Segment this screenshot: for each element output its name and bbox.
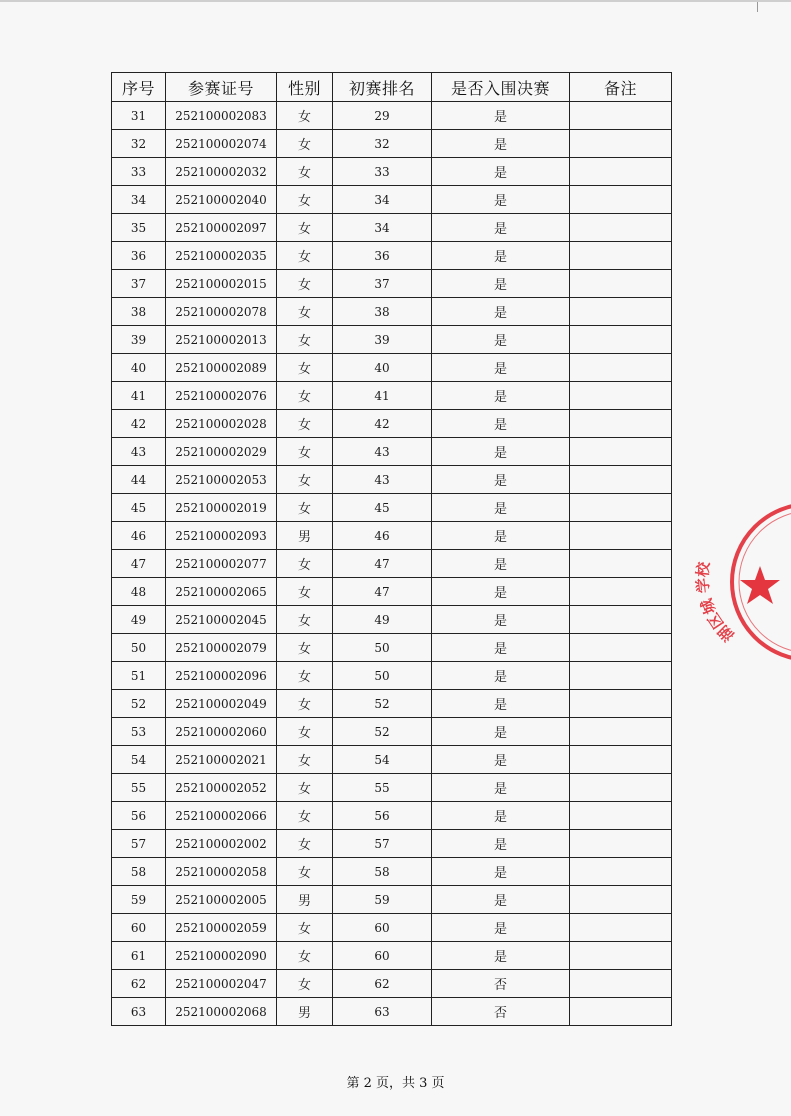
cell-remark	[570, 354, 672, 382]
table-row	[112, 578, 672, 606]
cell-gender: 女	[277, 942, 333, 970]
cell-seq: 49	[112, 606, 166, 634]
table-row	[112, 186, 672, 214]
cell-entry-id: 252100002045	[166, 606, 277, 634]
cell-prelim-rank: 41	[333, 382, 432, 410]
cell-prelim-rank: 50	[333, 634, 432, 662]
cell-gender: 女	[277, 662, 333, 690]
header-prelim-rank: 初赛排名	[333, 73, 432, 102]
cell-seq: 36	[112, 242, 166, 270]
cell-entry-id: 252100002058	[166, 858, 277, 886]
cell-seq: 47	[112, 550, 166, 578]
cell-remark	[570, 690, 672, 718]
cell-remark	[570, 186, 672, 214]
cell-gender: 女	[277, 130, 333, 158]
cell-finalist: 是	[432, 522, 570, 550]
cell-prelim-rank: 50	[333, 662, 432, 690]
cell-seq: 57	[112, 830, 166, 858]
cell-remark	[570, 970, 672, 998]
cell-prelim-rank: 47	[333, 578, 432, 606]
cell-remark	[570, 326, 672, 354]
cell-remark	[570, 942, 672, 970]
cell-prelim-rank: 52	[333, 718, 432, 746]
cell-seq: 61	[112, 942, 166, 970]
table-row	[112, 690, 672, 718]
cell-remark	[570, 578, 672, 606]
cell-gender: 女	[277, 550, 333, 578]
table-row	[112, 298, 672, 326]
cell-prelim-rank: 45	[333, 494, 432, 522]
cell-prelim-rank: 60	[333, 942, 432, 970]
cell-gender: 女	[277, 298, 333, 326]
cell-seq: 59	[112, 886, 166, 914]
table-row	[112, 382, 672, 410]
scan-top-edge	[0, 0, 791, 2]
cell-finalist: 是	[432, 858, 570, 886]
cell-finalist: 是	[432, 130, 570, 158]
cell-finalist: 是	[432, 746, 570, 774]
seal-star-icon	[740, 566, 780, 604]
cell-remark	[570, 914, 672, 942]
cell-entry-id: 252100002013	[166, 326, 277, 354]
cell-prelim-rank: 47	[333, 550, 432, 578]
seal-text: 湖区城 学校	[693, 561, 738, 645]
cell-finalist: 是	[432, 886, 570, 914]
cell-remark	[570, 634, 672, 662]
cell-prelim-rank: 32	[333, 130, 432, 158]
cell-entry-id: 252100002049	[166, 690, 277, 718]
cell-remark	[570, 298, 672, 326]
table-row	[112, 550, 672, 578]
cell-entry-id: 252100002076	[166, 382, 277, 410]
table-row	[112, 102, 672, 130]
cell-prelim-rank: 58	[333, 858, 432, 886]
cell-finalist: 否	[432, 998, 570, 1026]
cell-remark	[570, 774, 672, 802]
cell-seq: 52	[112, 690, 166, 718]
cell-entry-id: 252100002032	[166, 158, 277, 186]
cell-entry-id: 252100002066	[166, 802, 277, 830]
table-header-row	[112, 73, 672, 102]
cell-entry-id: 252100002015	[166, 270, 277, 298]
cell-finalist: 是	[432, 578, 570, 606]
table-row	[112, 606, 672, 634]
cell-entry-id: 252100002077	[166, 550, 277, 578]
cell-entry-id: 252100002059	[166, 914, 277, 942]
cell-gender: 女	[277, 774, 333, 802]
cell-finalist: 是	[432, 550, 570, 578]
cell-entry-id: 252100002035	[166, 242, 277, 270]
cell-entry-id: 252100002060	[166, 718, 277, 746]
cell-entry-id: 252100002040	[166, 186, 277, 214]
cell-gender: 女	[277, 494, 333, 522]
cell-remark	[570, 802, 672, 830]
cell-entry-id: 252100002068	[166, 998, 277, 1026]
table-row	[112, 410, 672, 438]
cell-remark	[570, 130, 672, 158]
cell-prelim-rank: 40	[333, 354, 432, 382]
cell-seq: 42	[112, 410, 166, 438]
cell-finalist: 是	[432, 802, 570, 830]
cell-seq: 39	[112, 326, 166, 354]
cell-entry-id: 252100002053	[166, 466, 277, 494]
cell-remark	[570, 606, 672, 634]
cell-gender: 女	[277, 270, 333, 298]
cell-seq: 32	[112, 130, 166, 158]
cell-remark	[570, 214, 672, 242]
table-row	[112, 830, 672, 858]
cell-finalist: 是	[432, 382, 570, 410]
cell-seq: 41	[112, 382, 166, 410]
table-row	[112, 718, 672, 746]
cell-entry-id: 252100002019	[166, 494, 277, 522]
table-row	[112, 438, 672, 466]
cell-entry-id: 252100002090	[166, 942, 277, 970]
cell-gender: 女	[277, 438, 333, 466]
cell-seq: 34	[112, 186, 166, 214]
table-row	[112, 354, 672, 382]
cell-finalist: 是	[432, 662, 570, 690]
cell-remark	[570, 858, 672, 886]
header-gender: 性别	[277, 73, 333, 102]
cell-prelim-rank: 62	[333, 970, 432, 998]
table-body	[112, 102, 672, 1026]
cell-seq: 54	[112, 746, 166, 774]
cell-gender: 女	[277, 970, 333, 998]
cell-remark	[570, 158, 672, 186]
cell-prelim-rank: 43	[333, 466, 432, 494]
cell-finalist: 是	[432, 326, 570, 354]
cell-entry-id: 252100002079	[166, 634, 277, 662]
cell-gender: 女	[277, 746, 333, 774]
cell-finalist: 是	[432, 774, 570, 802]
cell-seq: 62	[112, 970, 166, 998]
cell-entry-id: 252100002047	[166, 970, 277, 998]
cell-seq: 33	[112, 158, 166, 186]
table-row	[112, 774, 672, 802]
cell-finalist: 是	[432, 270, 570, 298]
scan-edge-mark	[757, 2, 758, 12]
cell-seq: 53	[112, 718, 166, 746]
cell-finalist: 是	[432, 186, 570, 214]
cell-entry-id: 252100002028	[166, 410, 277, 438]
table-row	[112, 326, 672, 354]
cell-gender: 女	[277, 466, 333, 494]
cell-gender: 女	[277, 410, 333, 438]
official-seal	[693, 498, 791, 668]
cell-finalist: 是	[432, 494, 570, 522]
cell-gender: 女	[277, 578, 333, 606]
cell-finalist: 是	[432, 354, 570, 382]
cell-finalist: 是	[432, 914, 570, 942]
table-row	[112, 158, 672, 186]
cell-seq: 35	[112, 214, 166, 242]
cell-finalist: 是	[432, 214, 570, 242]
header-remark: 备注	[570, 73, 672, 102]
cell-seq: 46	[112, 522, 166, 550]
header-id: 参赛证号	[166, 73, 277, 102]
cell-prelim-rank: 42	[333, 410, 432, 438]
table-row	[112, 634, 672, 662]
cell-gender: 女	[277, 382, 333, 410]
cell-finalist: 是	[432, 438, 570, 466]
table-row	[112, 522, 672, 550]
cell-remark	[570, 438, 672, 466]
cell-remark	[570, 662, 672, 690]
cell-gender: 女	[277, 634, 333, 662]
cell-finalist: 是	[432, 606, 570, 634]
cell-seq: 38	[112, 298, 166, 326]
cell-entry-id: 252100002089	[166, 354, 277, 382]
cell-prelim-rank: 60	[333, 914, 432, 942]
table-row	[112, 858, 672, 886]
cell-seq: 55	[112, 774, 166, 802]
cell-gender: 女	[277, 214, 333, 242]
cell-prelim-rank: 59	[333, 886, 432, 914]
cell-prelim-rank: 49	[333, 606, 432, 634]
table-row	[112, 242, 672, 270]
cell-gender: 女	[277, 606, 333, 634]
cell-prelim-rank: 38	[333, 298, 432, 326]
cell-seq: 43	[112, 438, 166, 466]
cell-entry-id: 252100002029	[166, 438, 277, 466]
cell-seq: 48	[112, 578, 166, 606]
table-row	[112, 998, 672, 1026]
table-row	[112, 886, 672, 914]
cell-prelim-rank: 36	[333, 242, 432, 270]
cell-seq: 58	[112, 858, 166, 886]
cell-remark	[570, 886, 672, 914]
cell-seq: 37	[112, 270, 166, 298]
cell-gender: 女	[277, 326, 333, 354]
header-finalist: 是否入围决赛	[432, 73, 570, 102]
table-row	[112, 130, 672, 158]
cell-seq: 44	[112, 466, 166, 494]
table-row	[112, 942, 672, 970]
cell-prelim-rank: 34	[333, 214, 432, 242]
cell-finalist: 是	[432, 410, 570, 438]
cell-finalist: 是	[432, 942, 570, 970]
cell-gender: 女	[277, 690, 333, 718]
cell-entry-id: 252100002074	[166, 130, 277, 158]
cell-prelim-rank: 55	[333, 774, 432, 802]
cell-gender: 女	[277, 914, 333, 942]
finalist-table	[111, 72, 672, 1026]
cell-gender: 女	[277, 158, 333, 186]
cell-seq: 63	[112, 998, 166, 1026]
cell-remark	[570, 242, 672, 270]
cell-remark	[570, 718, 672, 746]
cell-remark	[570, 494, 672, 522]
cell-remark	[570, 410, 672, 438]
cell-finalist: 是	[432, 466, 570, 494]
cell-gender: 女	[277, 718, 333, 746]
cell-finalist: 是	[432, 298, 570, 326]
cell-entry-id: 252100002083	[166, 102, 277, 130]
cell-entry-id: 252100002093	[166, 522, 277, 550]
cell-prelim-rank: 52	[333, 690, 432, 718]
cell-remark	[570, 550, 672, 578]
cell-gender: 男	[277, 998, 333, 1026]
cell-prelim-rank: 29	[333, 102, 432, 130]
table-row	[112, 970, 672, 998]
cell-gender: 男	[277, 886, 333, 914]
cell-prelim-rank: 56	[333, 802, 432, 830]
cell-finalist: 是	[432, 634, 570, 662]
cell-seq: 45	[112, 494, 166, 522]
cell-gender: 女	[277, 102, 333, 130]
cell-prelim-rank: 63	[333, 998, 432, 1026]
cell-gender: 女	[277, 830, 333, 858]
cell-finalist: 是	[432, 718, 570, 746]
cell-gender: 男	[277, 522, 333, 550]
cell-prelim-rank: 34	[333, 186, 432, 214]
cell-entry-id: 252100002005	[166, 886, 277, 914]
table-row	[112, 466, 672, 494]
table-row	[112, 914, 672, 942]
table-row	[112, 214, 672, 242]
cell-finalist: 是	[432, 158, 570, 186]
cell-gender: 女	[277, 858, 333, 886]
cell-finalist: 是	[432, 830, 570, 858]
cell-seq: 40	[112, 354, 166, 382]
cell-finalist: 是	[432, 242, 570, 270]
cell-seq: 50	[112, 634, 166, 662]
cell-remark	[570, 466, 672, 494]
table-row	[112, 662, 672, 690]
cell-gender: 女	[277, 186, 333, 214]
cell-prelim-rank: 33	[333, 158, 432, 186]
page-number: 第 2 页，共 3 页	[346, 1076, 445, 1091]
cell-finalist: 是	[432, 102, 570, 130]
cell-entry-id: 252100002052	[166, 774, 277, 802]
table-row	[112, 746, 672, 774]
cell-seq: 60	[112, 914, 166, 942]
cell-prelim-rank: 43	[333, 438, 432, 466]
cell-finalist: 是	[432, 690, 570, 718]
cell-prelim-rank: 57	[333, 830, 432, 858]
table-row	[112, 270, 672, 298]
cell-entry-id: 252100002097	[166, 214, 277, 242]
cell-entry-id: 252100002096	[166, 662, 277, 690]
cell-prelim-rank: 37	[333, 270, 432, 298]
cell-remark	[570, 746, 672, 774]
cell-remark	[570, 382, 672, 410]
cell-entry-id: 252100002078	[166, 298, 277, 326]
cell-gender: 女	[277, 802, 333, 830]
cell-gender: 女	[277, 354, 333, 382]
cell-remark	[570, 998, 672, 1026]
cell-entry-id: 252100002021	[166, 746, 277, 774]
header-seq: 序号	[112, 73, 166, 102]
cell-remark	[570, 830, 672, 858]
cell-gender: 女	[277, 242, 333, 270]
table-row	[112, 494, 672, 522]
cell-entry-id: 252100002065	[166, 578, 277, 606]
cell-prelim-rank: 46	[333, 522, 432, 550]
cell-seq: 51	[112, 662, 166, 690]
cell-remark	[570, 522, 672, 550]
table-row	[112, 802, 672, 830]
cell-entry-id: 252100002002	[166, 830, 277, 858]
cell-remark	[570, 102, 672, 130]
cell-seq: 31	[112, 102, 166, 130]
cell-seq: 56	[112, 802, 166, 830]
cell-prelim-rank: 54	[333, 746, 432, 774]
cell-prelim-rank: 39	[333, 326, 432, 354]
cell-remark	[570, 270, 672, 298]
cell-finalist: 否	[432, 970, 570, 998]
